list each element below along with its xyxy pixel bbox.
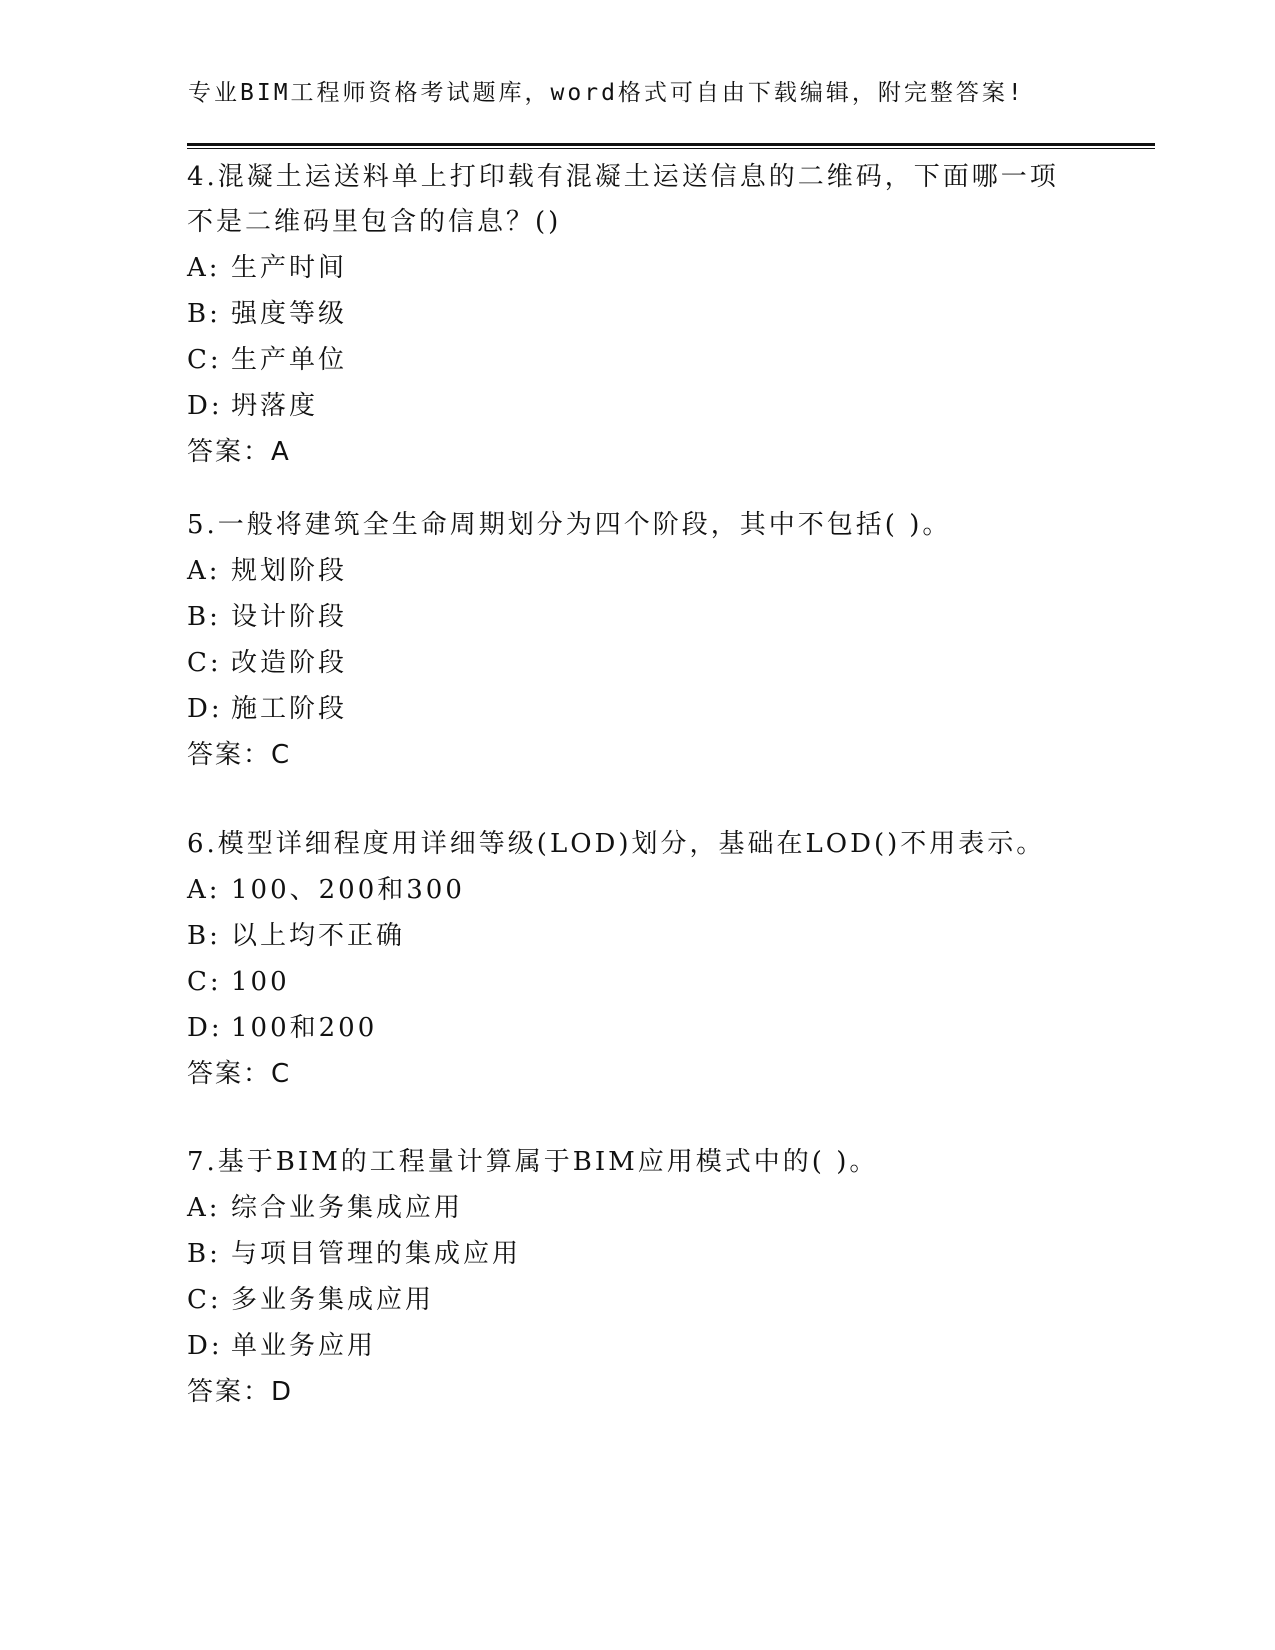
question-4 (187, 155, 1087, 475)
option-text: 100和200 (231, 1013, 378, 1043)
question-stem-line: 不是二维码里包含的信息？() (187, 207, 562, 237)
option-letter: D: (187, 391, 223, 421)
question-stem (187, 1140, 1087, 1185)
header-divider-thin (187, 148, 1155, 149)
question-stem-line: 5.一般将建筑全生命周期划分为四个阶段，其中不包括( )。 (187, 510, 952, 540)
question-7 (187, 1140, 1087, 1415)
question-stem-line: 7.基于BIM的工程量计算属于BIM应用模式中的( )。 (187, 1147, 879, 1177)
option-text: 设计阶段 (231, 602, 348, 632)
option-d (187, 1005, 1087, 1051)
option-letter: C: (187, 1285, 222, 1315)
question-stem (187, 155, 1087, 245)
option-b (187, 291, 1087, 337)
option-a (187, 867, 1087, 913)
option-text: 单业务应用 (231, 1331, 377, 1361)
option-text: 100、200和300 (231, 875, 465, 905)
option-c (187, 337, 1087, 383)
option-letter: D: (187, 1331, 223, 1361)
option-text: 规划阶段 (231, 556, 348, 586)
option-text: 坍落度 (231, 391, 319, 421)
option-text: 与项目管理的集成应用 (231, 1239, 522, 1269)
option-d (187, 1323, 1087, 1369)
question-stem (187, 822, 1087, 867)
option-letter: A: (187, 875, 221, 905)
question-6 (187, 822, 1087, 1097)
option-c (187, 1277, 1087, 1323)
option-c (187, 640, 1087, 686)
header-note: 专业BIM工程师资格考试题库，word格式可自由下载编辑，附完整答案! (188, 80, 1025, 106)
option-letter: B: (187, 921, 221, 951)
option-text: 以上均不正确 (231, 921, 406, 951)
question-5 (187, 503, 1087, 778)
option-text: 生产单位 (231, 345, 348, 375)
option-letter: B: (187, 1239, 221, 1269)
option-letter: C: (187, 967, 222, 997)
option-letter: C: (187, 648, 222, 678)
option-text: 综合业务集成应用 (231, 1193, 464, 1223)
answer-line: 答案：D (187, 1377, 294, 1407)
option-text: 多业务集成应用 (231, 1285, 435, 1315)
question-stem-line: 6.模型详细程度用详细等级(LOD)划分，基础在LOD()不用表示。 (187, 829, 1046, 859)
answer-line: 答案：C (187, 1059, 292, 1089)
option-letter: A: (187, 253, 221, 283)
option-a (187, 1185, 1087, 1231)
option-letter: D: (187, 694, 223, 724)
option-letter: B: (187, 299, 221, 329)
option-a (187, 245, 1087, 291)
option-d (187, 686, 1087, 732)
option-c (187, 959, 1087, 1005)
option-text: 施工阶段 (231, 694, 348, 724)
option-list (187, 245, 1087, 429)
option-list (187, 548, 1087, 732)
option-text: 100 (231, 967, 290, 997)
option-text: 强度等级 (231, 299, 348, 329)
option-a (187, 548, 1087, 594)
option-b (187, 913, 1087, 959)
option-letter: A: (187, 1193, 221, 1223)
option-d (187, 383, 1087, 429)
question-stem (187, 503, 1087, 548)
option-text: 生产时间 (231, 253, 348, 283)
option-letter: C: (187, 345, 222, 375)
option-letter: D: (187, 1013, 223, 1043)
answer-line: 答案：A (187, 437, 291, 467)
option-letter: B: (187, 602, 221, 632)
option-list (187, 1185, 1087, 1369)
option-letter: A: (187, 556, 221, 586)
option-b (187, 594, 1087, 640)
option-text: 改造阶段 (231, 648, 348, 678)
option-list (187, 867, 1087, 1051)
header-divider (187, 143, 1155, 146)
answer-line: 答案：C (187, 740, 292, 770)
question-stem-line: 4.混凝土运送料单上打印载有混凝土运送信息的二维码，下面哪一项 (187, 162, 1059, 192)
option-b (187, 1231, 1087, 1277)
